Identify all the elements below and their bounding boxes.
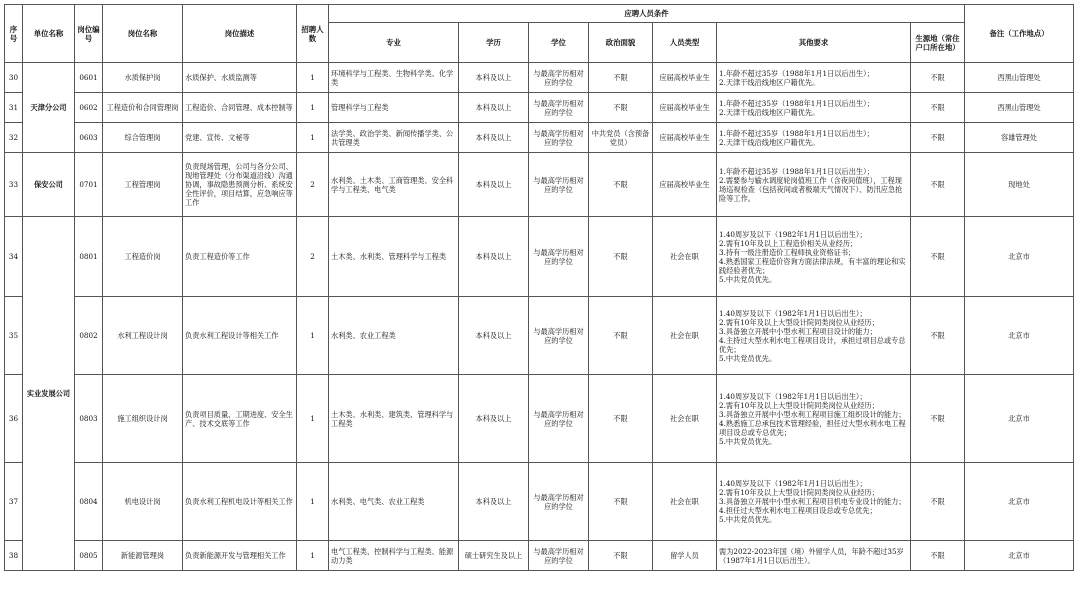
cell-seq: 35 [5,297,23,375]
other-line: 4.熟悉国家工程造价咨询方面法律法规，有丰富的理论和实践经验者优先； [719,256,906,275]
cell-note: 北京市 [965,297,1074,375]
cell-desc: 党建、宣传、文秘等 [183,123,297,153]
cell-note: 容雄管理处 [965,123,1074,153]
cell-degree: 与最高学历相对应的学位 [529,123,589,153]
cell-type: 社会在职 [653,463,717,541]
cell-type: 应届高校毕业生 [653,153,717,217]
recruitment-table-container [4,4,1074,571]
table-row [5,463,1074,541]
cell-desc: 工程造价、合同管理、成本控制等 [183,93,297,123]
cell-count: 1 [297,93,329,123]
cell-degree: 与最高学历相对应的学位 [529,297,589,375]
cell-type: 留学人员 [653,541,717,571]
cell-count: 1 [297,63,329,93]
cell-other [717,217,911,297]
cell-edu: 本科及以上 [459,93,529,123]
other-line: 2.天津干线沿线地区户籍优先。 [719,107,820,117]
other-line: 1.年龄不超过35岁（1988年1月1日以后出生）； [719,166,874,176]
header-post: 岗位名称 [103,5,183,63]
cell-other [717,297,911,375]
other-line: 5.中共党员优先。 [719,436,777,446]
other-line: 2.天津干线沿线地区户籍优先。 [719,137,820,147]
cell-other [717,123,911,153]
cell-note: 西黑山管理处 [965,93,1074,123]
cell-unit: 实业发展公司 [23,217,75,571]
cell-post: 工程造价岗 [103,217,183,297]
cell-type: 应届高校毕业生 [653,93,717,123]
other-line: 1.40周岁及以下（1982年1月1日以后出生）； [719,308,867,318]
cell-code: 0803 [75,375,103,463]
cell-note: 现地处 [965,153,1074,217]
cell-code: 0602 [75,93,103,123]
header-politics: 政治面貌 [589,23,653,63]
cell-politics: 不限 [589,153,653,217]
header-code: 岗位编号 [75,5,103,63]
other-line: 4.主持过大型水利水电工程项目设计，承担过项目总或专总优先； [719,335,906,354]
other-line: 2.需有10年及以上大型设计院同类岗位从业经历； [719,400,879,410]
cell-desc: 负责水利工程机电设计等相关工作 [183,463,297,541]
other-line: 2.需要参与输水调度轮岗值班工作（含夜间值班），工程现场巡视检查（包括夜间或者极端天气情况下）、防汛应急抢险等工作。 [719,175,903,203]
cell-degree: 与最高学历相对应的学位 [529,93,589,123]
cell-edu: 本科及以上 [459,63,529,93]
cell-code: 0805 [75,541,103,571]
cell-degree: 与最高学历相对应的学位 [529,153,589,217]
cell-desc: 水质保护、水质监测等 [183,63,297,93]
cell-seq: 34 [5,217,23,297]
cell-unit: 保安公司 [23,153,75,217]
cell-count: 1 [297,541,329,571]
cell-politics: 中共党员（含预备党员） [589,123,653,153]
cell-other [717,93,911,123]
cell-desc: 负责现场管理，公司与各分公司、现地管理处（分布渠道沿线）沟通协调，事故隐患预测分析、系统安全性评价，项目结算，应急响应等工作 [183,153,297,217]
cell-post: 新能源管理岗 [103,541,183,571]
cell-politics: 不限 [589,541,653,571]
cell-count: 2 [297,217,329,297]
other-line: 5.中共党员优先。 [719,274,777,284]
cell-origin: 不限 [911,123,965,153]
other-line: 3.具备独立开展中小型水利工程项目设计的能力； [719,326,877,336]
cell-code: 0701 [75,153,103,217]
other-line: 1.40周岁及以下（1982年1月1日以后出生）； [719,229,867,239]
cell-politics: 不限 [589,463,653,541]
header-note: 备注（工作地点） [965,5,1074,63]
cell-count: 1 [297,463,329,541]
cell-post: 工程管理岗 [103,153,183,217]
other-line: 2.需有10年及以上大型设计院同类岗位从业经历； [719,317,879,327]
other-line: 2.需有10年及以上工程造价相关从业经历； [719,238,858,248]
cell-other [717,375,911,463]
cell-seq: 37 [5,463,23,541]
cell-major: 土木类、水利类、建筑类、管理科学与工程类 [329,375,459,463]
cell-count: 1 [297,297,329,375]
cell-major: 环境科学与工程类、生物科学类、化学类 [329,63,459,93]
cell-seq: 30 [5,63,23,93]
cell-desc: 负责新能源开发与管理相关工作 [183,541,297,571]
cell-note: 北京市 [965,217,1074,297]
cell-politics: 不限 [589,297,653,375]
cell-origin: 不限 [911,375,965,463]
header-seq: 序号 [5,5,23,63]
cell-politics: 不限 [589,217,653,297]
cell-post: 水质保护岗 [103,63,183,93]
cell-seq: 36 [5,375,23,463]
cell-degree: 与最高学历相对应的学位 [529,217,589,297]
cell-type: 社会在职 [653,297,717,375]
header-type: 人员类型 [653,23,717,63]
other-line: 1.年龄不超过35岁（1988年1月1日以后出生）； [719,98,874,108]
cell-edu: 本科及以上 [459,375,529,463]
table-row [5,93,1074,123]
header-origin: 生源地（常住户口所在地） [911,23,965,63]
cell-code: 0603 [75,123,103,153]
cell-origin: 不限 [911,541,965,571]
cell-code: 0802 [75,297,103,375]
cell-post: 施工组织设计岗 [103,375,183,463]
cell-note: 北京市 [965,541,1074,571]
header-unit: 单位名称 [23,5,75,63]
cell-politics: 不限 [589,375,653,463]
table-row [5,153,1074,217]
cell-type: 应届高校毕业生 [653,63,717,93]
cell-degree: 与最高学历相对应的学位 [529,463,589,541]
other-line: 4.担任过大型水利水电工程项目设总或专总优先； [719,506,877,515]
cell-code: 0601 [75,63,103,93]
cell-major: 法学类、政治学类、新闻传播学类、公共管理类 [329,123,459,153]
other-line: 2.需有10年及以上大型设计院同类岗位从业经历； [719,488,879,497]
table-row [5,123,1074,153]
other-line: 3.持有一级注册造价工程师执业资格证书； [719,247,856,257]
table-row [5,297,1074,375]
header-other: 其他要求 [717,23,911,63]
cell-other [717,541,911,571]
cell-seq: 32 [5,123,23,153]
cell-count: 2 [297,153,329,217]
cell-post: 机电设计岗 [103,463,183,541]
recruitment-table [4,4,1074,571]
other-line: 3.具备独立开展中小型水利工程项目施工组织设计的能力； [719,409,906,419]
cell-note: 西黑山管理处 [965,63,1074,93]
other-line: 需为2022-2023年国（境）外留学人员，年龄不超过35岁（1987年1月1日以后出生）。 [719,546,904,565]
cell-seq: 33 [5,153,23,217]
cell-desc: 负责项目质量、工期进度、安全生产、技术交底等工作 [183,375,297,463]
cell-origin: 不限 [911,297,965,375]
cell-type: 社会在职 [653,375,717,463]
header-count: 招聘人数 [297,5,329,63]
other-line: 1.年龄不超过35岁（1988年1月1日以后出生）； [719,128,874,138]
header-degree: 学位 [529,23,589,63]
cell-origin: 不限 [911,153,965,217]
cell-seq: 31 [5,93,23,123]
cell-edu: 本科及以上 [459,153,529,217]
cell-post: 水利工程设计岗 [103,297,183,375]
cell-politics: 不限 [589,63,653,93]
cell-origin: 不限 [911,463,965,541]
other-line: 1.40周岁及以下（1982年1月1日以后出生）； [719,479,867,488]
cell-post: 工程造价和合同管理岗 [103,93,183,123]
cell-origin: 不限 [911,217,965,297]
other-line: 3.具备独立开展中小型水利工程项目机电专业设计的能力； [719,497,906,506]
other-line: 4.熟悉施工总承包技术管理经验，担任过大型水利水电工程项目设总或专总优先； [719,418,906,437]
header-edu: 学历 [459,23,529,63]
table-row [5,541,1074,571]
cell-edu: 本科及以上 [459,123,529,153]
cell-note: 北京市 [965,463,1074,541]
cell-seq: 38 [5,541,23,571]
cell-code: 0804 [75,463,103,541]
cell-major: 电气工程类、控制科学与工程类、能源动力类 [329,541,459,571]
cell-other [717,153,911,217]
cell-unit: 天津分公司 [23,63,75,153]
cell-count: 1 [297,123,329,153]
cell-edu: 硕士研究生及以上 [459,541,529,571]
cell-politics: 不限 [589,93,653,123]
cell-major: 管理科学与工程类 [329,93,459,123]
cell-other [717,463,911,541]
cell-degree: 与最高学历相对应的学位 [529,541,589,571]
other-line: 2.天津干线沿线地区户籍优先。 [719,77,820,87]
header-major: 专业 [329,23,459,63]
table-row [5,63,1074,93]
table-row [5,217,1074,297]
table-row [5,375,1074,463]
cell-major: 水利类、农业工程类 [329,297,459,375]
cell-type: 应届高校毕业生 [653,123,717,153]
cell-major: 水利类、土木类、工商管理类、安全科学与工程类、电气类 [329,153,459,217]
cell-desc: 负责水利工程设计等相关工作 [183,297,297,375]
cell-desc: 负责工程造价等工作 [183,217,297,297]
cell-post: 综合管理岗 [103,123,183,153]
cell-note: 北京市 [965,375,1074,463]
other-line: 1.年龄不超过35岁（1988年1月1日以后出生）； [719,68,874,78]
other-line: 5.中共党员优先。 [719,515,777,524]
other-line: 1.40周岁及以下（1982年1月1日以后出生）； [719,391,867,401]
cell-degree: 与最高学历相对应的学位 [529,63,589,93]
header-group: 应聘人员条件 [329,5,965,23]
cell-edu: 本科及以上 [459,463,529,541]
cell-count: 1 [297,375,329,463]
other-line: 5.中共党员优先。 [719,353,777,363]
cell-other [717,63,911,93]
cell-major: 土木类、水利类、管理科学与工程类 [329,217,459,297]
cell-degree: 与最高学历相对应的学位 [529,375,589,463]
cell-type: 社会在职 [653,217,717,297]
cell-edu: 本科及以上 [459,297,529,375]
cell-edu: 本科及以上 [459,217,529,297]
header-desc: 岗位描述 [183,5,297,63]
cell-code: 0801 [75,217,103,297]
cell-origin: 不限 [911,93,965,123]
cell-major: 水利类、电气类、农业工程类 [329,463,459,541]
cell-origin: 不限 [911,63,965,93]
